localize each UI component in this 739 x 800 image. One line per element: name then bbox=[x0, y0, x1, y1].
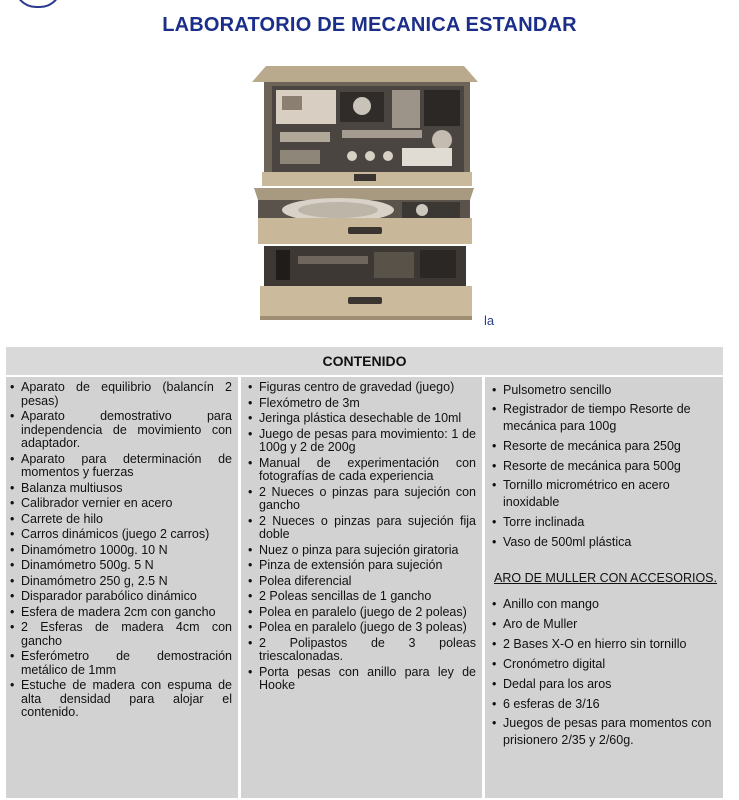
list-item: • Pulsometro sencillo bbox=[492, 381, 717, 399]
list-item: • Vaso de 500ml plástica bbox=[492, 533, 717, 551]
list-item: • Juegos de pesas para momentos con prisionero 2/35 y 2/60g. bbox=[492, 715, 717, 749]
list-item: • Polea diferencial bbox=[248, 575, 476, 589]
list-item: • Polea en paralelo (juego de 3 poleas) bbox=[248, 621, 476, 635]
list-item: • Flexómetro de 3m bbox=[248, 397, 476, 411]
list-item: • Nuez o pinza para sujeción giratoria bbox=[248, 544, 476, 558]
contents-table bbox=[6, 347, 723, 798]
list-item: • Pinza de extensión para sujeción bbox=[248, 559, 476, 573]
list-item: • Esferómetro de demostración metálico de 1mm bbox=[10, 650, 232, 677]
list-item: • Juego de pesas para movimiento: 1 de 100g y 2 de 200g bbox=[248, 428, 476, 455]
list-item: • Aparato demostrativo para independencia de movimiento con adaptador. bbox=[10, 410, 232, 451]
page-title: LABORATORIO DE MECANICA ESTANDAR bbox=[162, 14, 577, 36]
list-item: • Torre inclinada bbox=[492, 513, 717, 531]
list-item: • 2 Nueces o pinzas para sujeción fija doble bbox=[248, 515, 476, 542]
list-item: • Cronómetro digital bbox=[492, 655, 717, 673]
list-item: • 2 Poleas sencillas de 1 gancho bbox=[248, 590, 476, 604]
list-item: • Anillo con mango bbox=[492, 595, 717, 613]
list-item: • Resorte de mecánica para 250g bbox=[492, 437, 717, 455]
list-item: • Manual de experimentación con fotografías de cada experiencia bbox=[248, 457, 476, 484]
list-item: • Porta pesas con anillo para ley de Hooke bbox=[248, 666, 476, 693]
list-item: • Carros dinámicos (juego 2 carros) bbox=[10, 528, 232, 542]
list-item: • Calibrador vernier en acero bbox=[10, 497, 232, 511]
list-item: • Esfera de madera 2cm con gancho bbox=[10, 606, 232, 620]
list-item: • Resorte de mecánica para 500g bbox=[492, 457, 717, 475]
list-item: • 6 esferas de 3/16 bbox=[492, 695, 717, 713]
list-item: • Figuras centro de gravedad (juego) bbox=[248, 381, 476, 395]
list-item: • Dinamómetro 1000g. 10 N bbox=[10, 544, 232, 558]
list-item: • Carrete de hilo bbox=[10, 513, 232, 527]
list-item: • Polea en paralelo (juego de 2 poleas) bbox=[248, 606, 476, 620]
contents-column-1 bbox=[6, 377, 241, 798]
list-item: • Disparador parabólico dinámico bbox=[10, 590, 232, 604]
section-subheading: ARO DE MULLER CON ACCESORIOS. bbox=[494, 571, 717, 585]
list-item: • Aparato de equilibrio (balancín 2 pesas) bbox=[10, 381, 232, 408]
list-item: • Dinamómetro 500g. 5 N bbox=[10, 559, 232, 573]
image-caption: la bbox=[484, 313, 495, 328]
list-item: • 2 Nueces o pinzas para sujeción con gancho bbox=[248, 486, 476, 513]
list-item: • Dinamómetro 250 g, 2.5 N bbox=[10, 575, 232, 589]
list-item: • Tornillo micrométrico en acero inoxidable bbox=[492, 477, 717, 511]
list-item: • 2 Esferas de madera 4cm con gancho bbox=[10, 621, 232, 648]
list-item: • Estuche de madera con espuma de alta densidad para alojar el contenido. bbox=[10, 679, 232, 720]
contents-column-2 bbox=[244, 377, 485, 798]
list-item: • Registrador de tiempo Resorte de mecánica para 100g bbox=[492, 401, 717, 435]
list-item: • Aparato para determinación de momentos y fuerzas bbox=[10, 453, 232, 480]
contents-column-3 bbox=[488, 377, 723, 798]
list-item: • Aro de Muller bbox=[492, 615, 717, 633]
table-header: CONTENIDO bbox=[6, 347, 723, 377]
list-item: • 2 Polipastos de 3 poleas triescalonadas. bbox=[248, 637, 476, 664]
list-item: • Jeringa plástica desechable de 10ml bbox=[248, 412, 476, 426]
list-item: • Balanza multiusos bbox=[10, 482, 232, 496]
list-item: • 2 Bases X-O en hierro sin tornillo bbox=[492, 635, 717, 653]
list-item: • Dedal para los aros bbox=[492, 675, 717, 693]
logo-fragment bbox=[14, 0, 62, 8]
lab-kit-photo bbox=[252, 60, 478, 328]
